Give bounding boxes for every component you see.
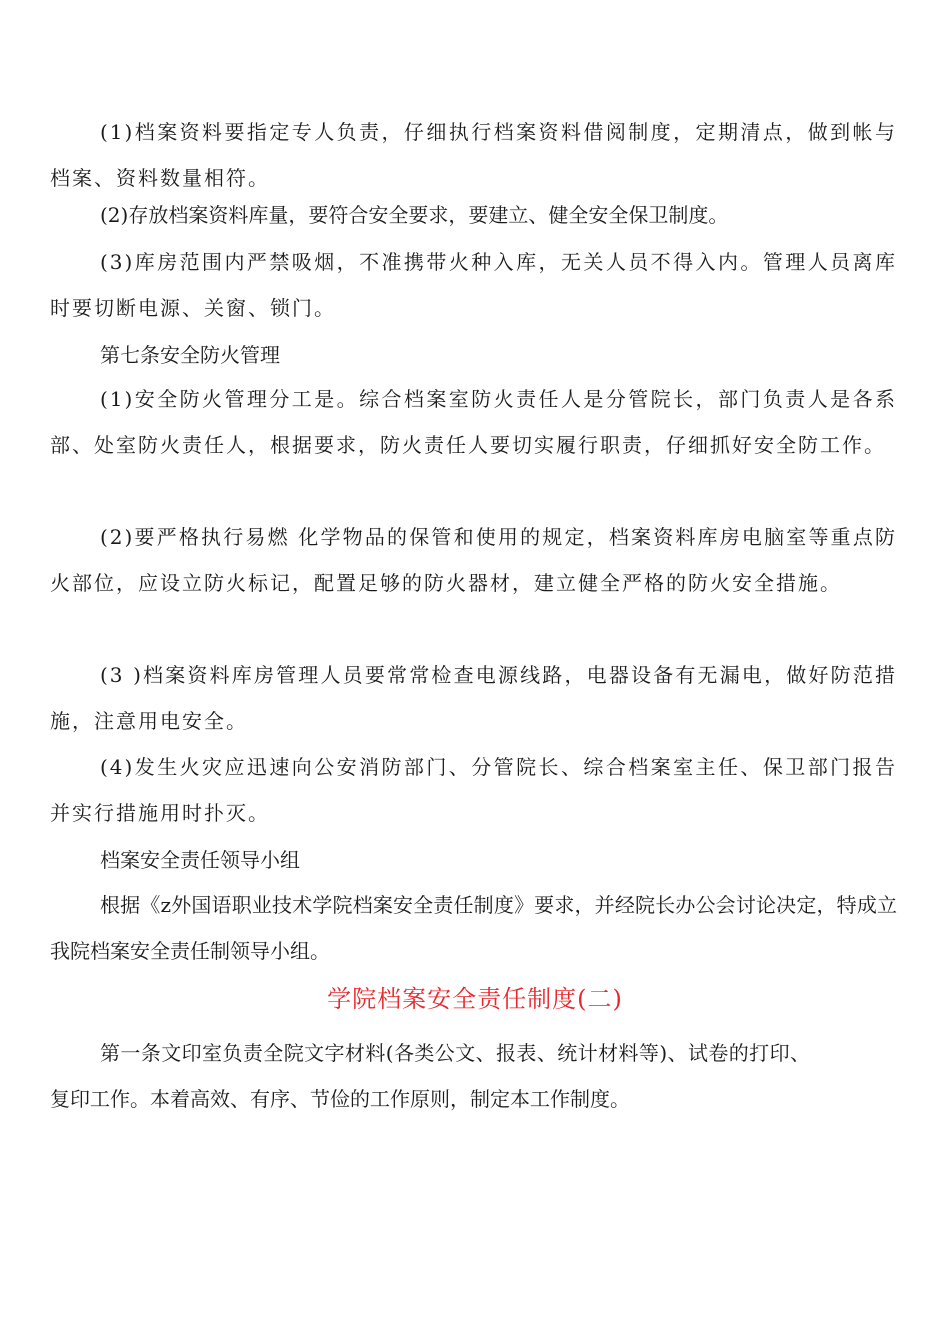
paragraph-electrical-check: (3 )档案资料库房管理人员要常常检查电源线路，电器设备有无漏电，做好防范措施，注意用电安全。: [50, 663, 897, 733]
paragraph-archive-custody: (1)档案资料要指定专人负责，仔细执行档案资料借阅制度，定期清点，做到帐与档案、资料数量相符。: [50, 120, 897, 190]
leadership-group-heading: 档案安全责任领导小组: [100, 848, 300, 872]
paragraph-fire-duties: (1)安全防火管理分工是。综合档案室防火责任人是分管院长，部门负责人是各系部、处室防火责任人，根据要求，防火责任人要切实履行职责，仔细抓好安全防工作。: [50, 387, 897, 457]
paragraph-archive-storage: (2)存放档案资料库量，要符合安全要求，要建立、健全安全保卫制度。: [100, 203, 729, 227]
article-seven-heading: 第七条安全防火管理: [100, 343, 280, 367]
section-title: 学院档案安全责任制度(二): [327, 985, 623, 1013]
paragraph-fire-report: (4)发生火灾应迅速向公安消防部门、分管院长、综合档案室主任、保卫部门报告并实行措施用时扑灭。: [50, 755, 897, 825]
paragraph-flammables: (2)要严格执行易燃 化学物品的保管和使用的规定，档案资料库房电脑室等重点防火部位，应设立防火标记，配置足够的防火器材，建立健全严格的防火安全措施。: [50, 525, 897, 595]
paragraph-group-establishment: 根据《z外国语职业技术学院档案安全责任制度》要求，并经院长办公会讨论决定，特成立我院档案安全责任制领导小组。: [50, 893, 897, 963]
paragraph-no-smoking: (3)库房范围内严禁吸烟，不准携带火种入库，无关人员不得入内。管理人员离库时要切断电源、关窗、锁门。: [50, 250, 897, 320]
paragraph-print-office: 第一条文印室负责全院文字材料(各类公文、报表、统计材料等)、试卷的打印、复印工作。本着高效、有序、节俭的工作原则，制定本工作制度。: [50, 1041, 810, 1111]
